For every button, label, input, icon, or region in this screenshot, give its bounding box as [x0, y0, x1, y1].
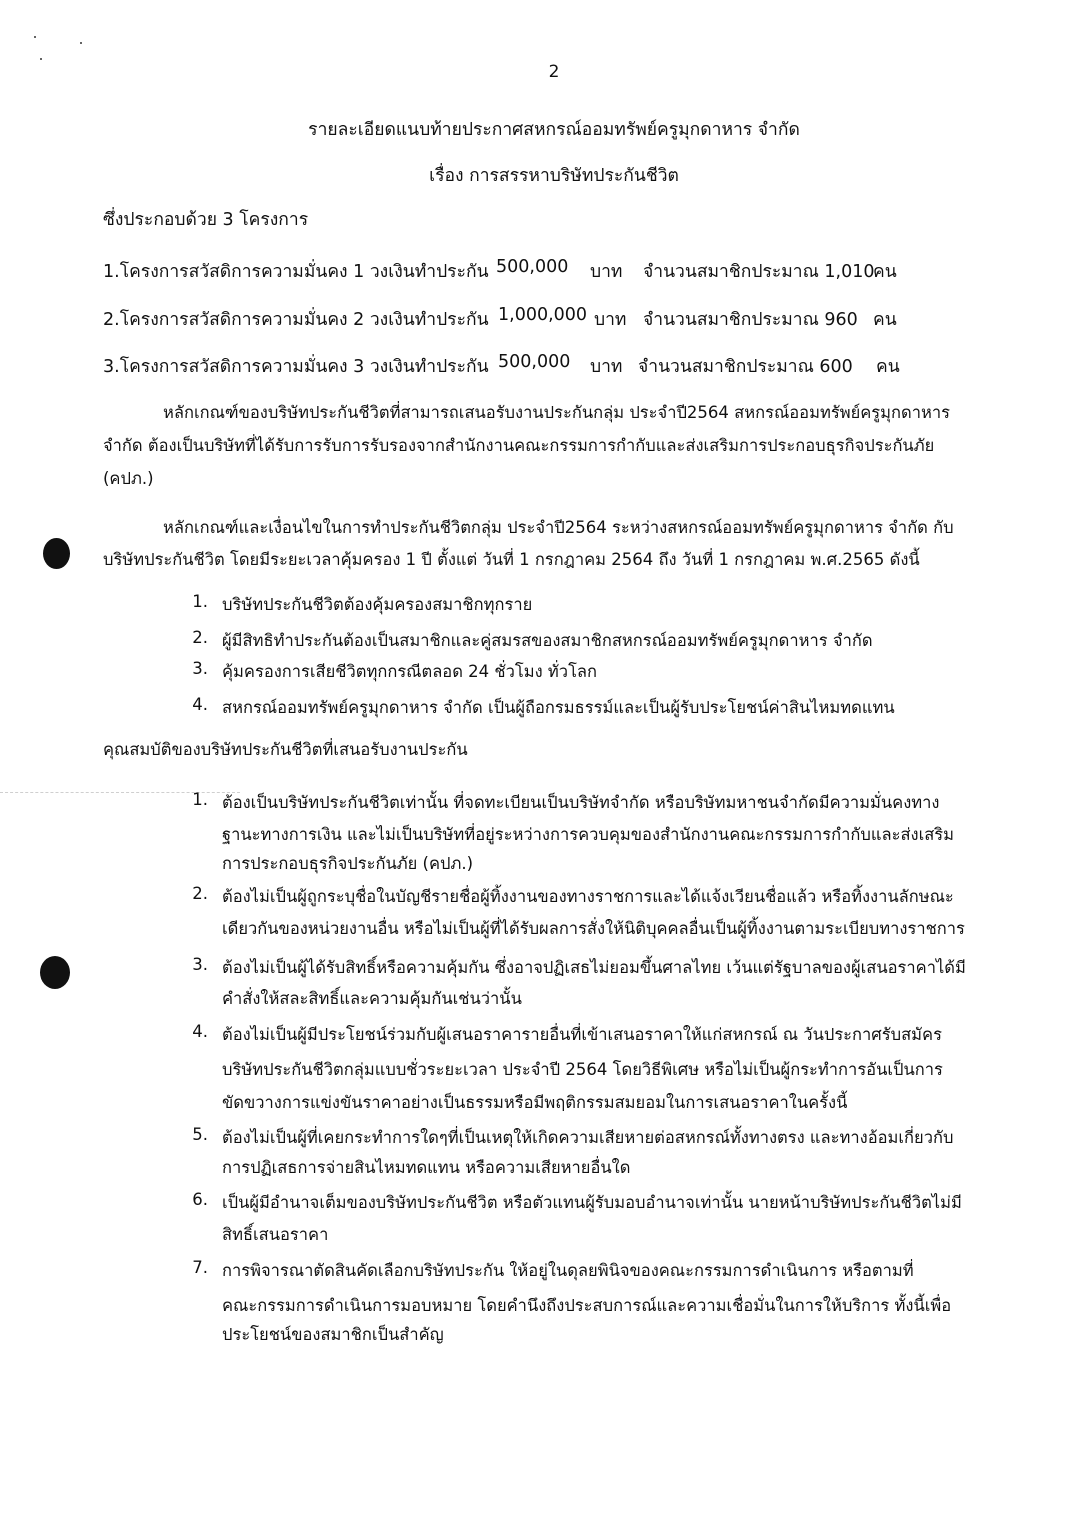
punch-hole — [40, 956, 70, 989]
qualifications-heading: คุณสมบัติของบริษัทประกันชีวิตที่เสนอรับงานประกัน — [103, 740, 468, 759]
project-row — [103, 257, 903, 283]
item-number: 6. — [192, 1190, 208, 1209]
item-number: 5. — [192, 1125, 208, 1144]
project-members: จำนวนสมาชิกประมาณ 1,010 — [643, 262, 875, 282]
item-number: 2. — [192, 628, 208, 647]
item-number: 1. — [192, 592, 208, 611]
punch-hole — [43, 538, 70, 569]
project-name: 1.โครงการสวัสดิการความมั่นคง 1 วงเงินทำประกัน — [103, 262, 489, 282]
item-text: การประกอบธุรกิจประกันภัย (คปภ.) — [222, 854, 474, 873]
paragraph-line: (คปภ.) — [103, 469, 154, 488]
project-unit: บาท — [590, 357, 623, 377]
item-text: ต้องไม่เป็นผู้ถูกระบุชื่อในบัญชีรายชื่อผู้ทิ้งงานของทางราชการและได้แจ้งเวียนชื่อแล้ว หรือทิ้งงานลักษณะ — [222, 887, 954, 906]
project-amount: 500,000 — [496, 257, 569, 277]
item-text: บริษัทประกันชีวิตต้องคุ้มครองสมาชิกทุกราย — [222, 595, 533, 614]
project-members: จำนวนสมาชิกประมาณ 600 — [638, 357, 853, 377]
item-text: ต้องไม่เป็นผู้ได้รับสิทธิ์หรือความคุ้มกัน ซึ่งอาจปฏิเสธไม่ยอมขึ้นศาลไทย เว้นแต่รัฐบาลของผู้เสนอราคาได้มี — [222, 958, 966, 977]
project-unit: บาท — [594, 310, 627, 330]
item-number: 1. — [192, 790, 208, 809]
project-unit: บาท — [590, 262, 623, 282]
item-number: 7. — [192, 1258, 208, 1277]
item-text: คำสั่งให้สละสิทธิ์และความคุ้มกันเช่นว่านั้น — [222, 989, 522, 1008]
item-text: เดียวกันของหน่วยงานอื่น หรือไม่เป็นผู้ที่ได้รับผลการสั่งให้นิติบุคคลอื่นเป็นผู้ทิ้งงานตามระเบียบทางราชการ — [222, 919, 965, 938]
project-row — [103, 305, 903, 331]
item-text: การปฏิเสธการจ่ายสินไหมทดแทน หรือความเสียหายอื่นใด — [222, 1158, 631, 1177]
project-members-unit: คน — [876, 357, 900, 377]
item-text: คณะกรรมการดำเนินการมอบหมาย โดยคำนึงถึงประสบการณ์และความเชื่อมั่นในการให้บริการ ทั้งนี้เพื่อ — [222, 1296, 952, 1315]
item-text: ประโยชน์ของสมาชิกเป็นสำคัญ — [222, 1325, 444, 1344]
project-members: จำนวนสมาชิกประมาณ 960 — [643, 310, 858, 330]
item-number: 2. — [192, 884, 208, 903]
paragraph-line: จำกัด ต้องเป็นบริษัทที่ได้รับการรับการรับรองจากสำนักงานคณะกรรมการกำกับและส่งเสริมการประกอบธุรกิจประกันภัย — [103, 436, 935, 455]
item-number: 4. — [192, 1022, 208, 1041]
paragraph-line: หลักเกณฑ์ของบริษัทประกันชีวิตที่สามารถเสนอรับงานประกันกลุ่ม ประจำปี2564 สหกรณ์ออมทรัพย์ครูมุกดาหาร — [163, 403, 951, 422]
project-name: 3.โครงการสวัสดิการความมั่นคง 3 วงเงินทำประกัน — [103, 357, 489, 377]
item-text: ฐานะทางการเงิน และไม่เป็นบริษัทที่อยู่ระหว่างการควบคุมของสำนักงานคณะกรรมการกำกับและส่งเสริม — [222, 825, 955, 844]
project-row — [103, 352, 903, 378]
item-number: 3. — [192, 955, 208, 974]
page-number: 2 — [548, 62, 560, 82]
item-text: ต้องเป็นบริษัทประกันชีวิตเท่านั้น ที่จดทะเบียนเป็นบริษัทจำกัด หรือบริษัทมหาชนจำกัดมีความมั่นคงทาง — [222, 793, 940, 812]
projects-intro: ซึ่งประกอบด้วย 3 โครงการ — [103, 210, 309, 230]
item-text: ผู้มีสิทธิทำประกันต้องเป็นสมาชิกและคู่สมรสของสมาชิกสหกรณ์ออมทรัพย์ครูมุกดาหาร จำกัด — [222, 631, 873, 650]
item-text: การพิจารณาตัดสินคัดเลือกบริษัทประกัน ให้อยู่ในดุลยพินิจของคณะกรรมการดำเนินการ หรือตามที่ — [222, 1261, 914, 1280]
item-number: 3. — [192, 659, 208, 678]
project-members-unit: คน — [873, 262, 897, 282]
project-amount: 1,000,000 — [498, 305, 588, 325]
item-text: ต้องไม่เป็นผู้ที่เคยกระทำการใดๆที่เป็นเหตุให้เกิดความเสียหายต่อสหกรณ์ทั้งทางตรง และทางอ้อมเกี่ยวกับ — [222, 1128, 954, 1147]
document-title: รายละเอียดแนบท้ายประกาศสหกรณ์ออมทรัพย์ครูมุกดาหาร จำกัด — [308, 120, 800, 140]
item-text: คุ้มครองการเสียชีวิตทุกกรณีตลอด 24 ชั่วโมง ทั่วโลก — [222, 662, 598, 681]
project-amount: 500,000 — [498, 352, 571, 372]
item-number: 4. — [192, 695, 208, 714]
project-name: 2.โครงการสวัสดิการความมั่นคง 2 วงเงินทำประกัน — [103, 310, 489, 330]
project-members-unit: คน — [873, 310, 897, 330]
scan-speck — [40, 58, 42, 60]
item-text: เป็นผู้มีอำนาจเต็มของบริษัทประกันชีวิต หรือตัวแทนผู้รับมอบอำนาจเท่านั้น นายหน้าบริษัทประกันชีวิตไม่มี — [222, 1193, 962, 1212]
item-text: สหกรณ์ออมทรัพย์ครูมุกดาหาร จำกัด เป็นผู้ถือกรมธรรม์และเป็นผู้รับประโยชน์ค่าสินไหมทดแทน — [222, 698, 895, 717]
paragraph-line: บริษัทประกันชีวิต โดยมีระยะเวลาคุ้มครอง 1 ปี ตั้งแต่ วันที่ 1 กรกฎาคม 2564 ถึง วันที่ 1 กรกฎาคม พ.ศ.2565 ดังนี้ — [103, 550, 920, 569]
item-text: ต้องไม่เป็นผู้มีประโยชน์ร่วมกับผู้เสนอราคารายอื่นที่เข้าเสนอราคาให้แก่สหกรณ์ ณ วันประกาศรับสมัคร — [222, 1025, 942, 1044]
scan-speck — [80, 42, 82, 44]
paragraph-line: หลักเกณฑ์และเงื่อนไขในการทำประกันชีวิตกลุ่ม ประจำปี2564 ระหว่างสหกรณ์ออมทรัพย์ครูมุกดาหาร จำกัด กับ — [163, 518, 954, 537]
item-text: ขัดขวางการแข่งขันราคาอย่างเป็นธรรมหรือมีพฤติกรรมสมยอมในการเสนอราคาในครั้งนี้ — [222, 1093, 848, 1112]
scan-speck — [34, 36, 36, 38]
item-text: บริษัทประกันชีวิตกลุ่มแบบชั่วระยะเวลา ประจำปี 2564 โดยวิธีพิเศษ หรือไม่เป็นผู้กระทำการอันเป็นการ — [222, 1060, 943, 1079]
document-subject: เรื่อง การสรรหาบริษัทประกันชีวิต — [429, 166, 679, 186]
item-text: สิทธิ์เสนอราคา — [222, 1225, 329, 1244]
